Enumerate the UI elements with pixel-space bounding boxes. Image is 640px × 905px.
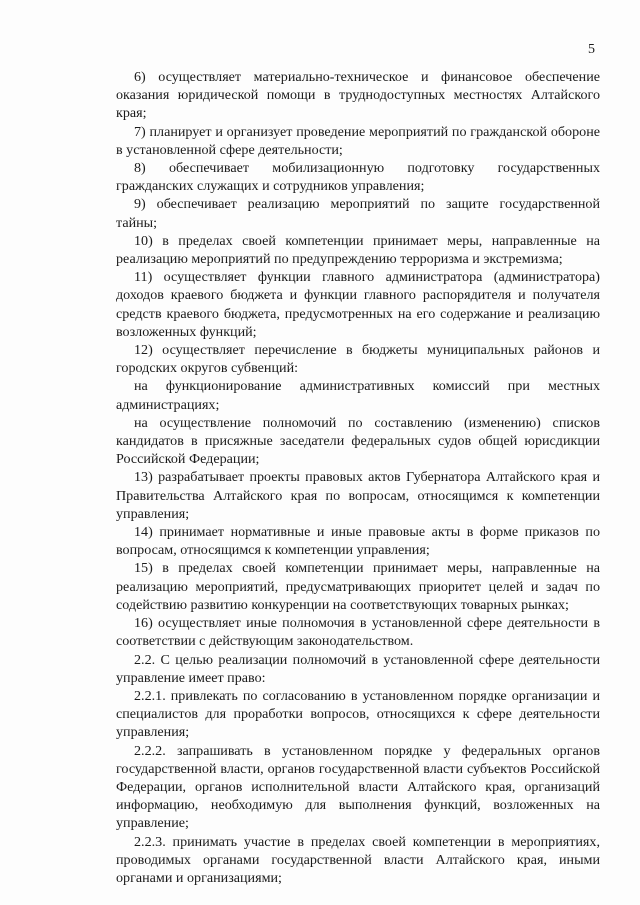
paragraph-section-2-2-3: 2.2.3. принимать участие в пределах своей компетенции в мероприятиях, проводимых органами государственной власти Алтайского края, иными органами и организациями; <box>116 833 600 886</box>
paragraph-item-7: 7) планирует и организует проведение мероприятий по гражданской обороне в установленной сфере деятельности; <box>116 123 600 158</box>
paragraph-item-11: 11) осуществляет функции главного администратора (администратора) доходов краевого бюджета и функции главного распорядителя и получателя средств краевого бюджета, предусмотренных на его содержание и реализацию возложенных функций; <box>116 269 600 340</box>
paragraph-item-8: 8) обеспечивает мобилизационную подготовку государственных гражданских служащих и сотрудников управления; <box>116 160 600 195</box>
page-number: 5 <box>588 42 595 57</box>
paragraph-item-13: 13) разрабатывает проекты правовых актов Губернатора Алтайского края и Правительства Алтайского края по вопросам, относящимся к компетенции управления; <box>116 469 600 522</box>
paragraph-item-14: 14) принимает нормативные и иные правовые акты в форме приказов по вопросам, относящимся к компетенции управления; <box>116 524 600 559</box>
paragraph-section-2-2-2: 2.2.2. запрашивать в установленном порядке у федеральных органов государственной власти, органов государственной власти субъектов Российской Федерации, органов исполнительной власти Алтайского края, организаций информацию, необходимую для выполнения функций, возложенных на управление; <box>116 742 600 832</box>
paragraph-item-12: 12) осуществляет перечисление в бюджеты муниципальных районов и городских округов субвенций: <box>116 342 600 377</box>
paragraph-item-6: 6) осуществляет материально-техническое и финансовое обеспечение оказания юридической помощи в труднодоступных местностях Алтайского края; <box>116 69 600 122</box>
document-body <box>116 68 600 887</box>
paragraph-item-10: 10) в пределах своей компетенции принимает меры, направленные на реализацию мероприятий по предупреждению терроризма и экстремизма; <box>116 232 600 268</box>
paragraph-item-15: 15) в пределах своей компетенции принимает меры, направленные на реализацию мероприятий, предусматривающих приоритет целей и задач по содействию развитию конкуренции на соответствующих товарных рынках; <box>116 560 600 613</box>
paragraph-section-2-2-1: 2.2.1. привлекать по согласованию в установленном порядке организации и специалистов для проработки вопросов, относящихся к сфере деятельности управления; <box>116 687 600 741</box>
paragraph-subvention-commissions: на функционирование административных комиссий при местных администрациях; <box>116 378 600 413</box>
paragraph-item-16: 16) осуществляет иные полномочия в установленной сфере деятельности в соответствии с действующим законодательством. <box>116 615 600 650</box>
paragraph-subvention-jurors: на осуществление полномочий по составлению (изменению) списков кандидатов в присяжные заседатели федеральных судов общей юрисдикции Российской Федерации; <box>116 414 600 468</box>
paragraph-item-9: 9) обеспечивает реализацию мероприятий по защите государственной тайны; <box>116 196 600 231</box>
paragraph-section-2-2: 2.2. С целью реализации полномочий в установленной сфере деятельности управление имеет право: <box>116 651 600 686</box>
